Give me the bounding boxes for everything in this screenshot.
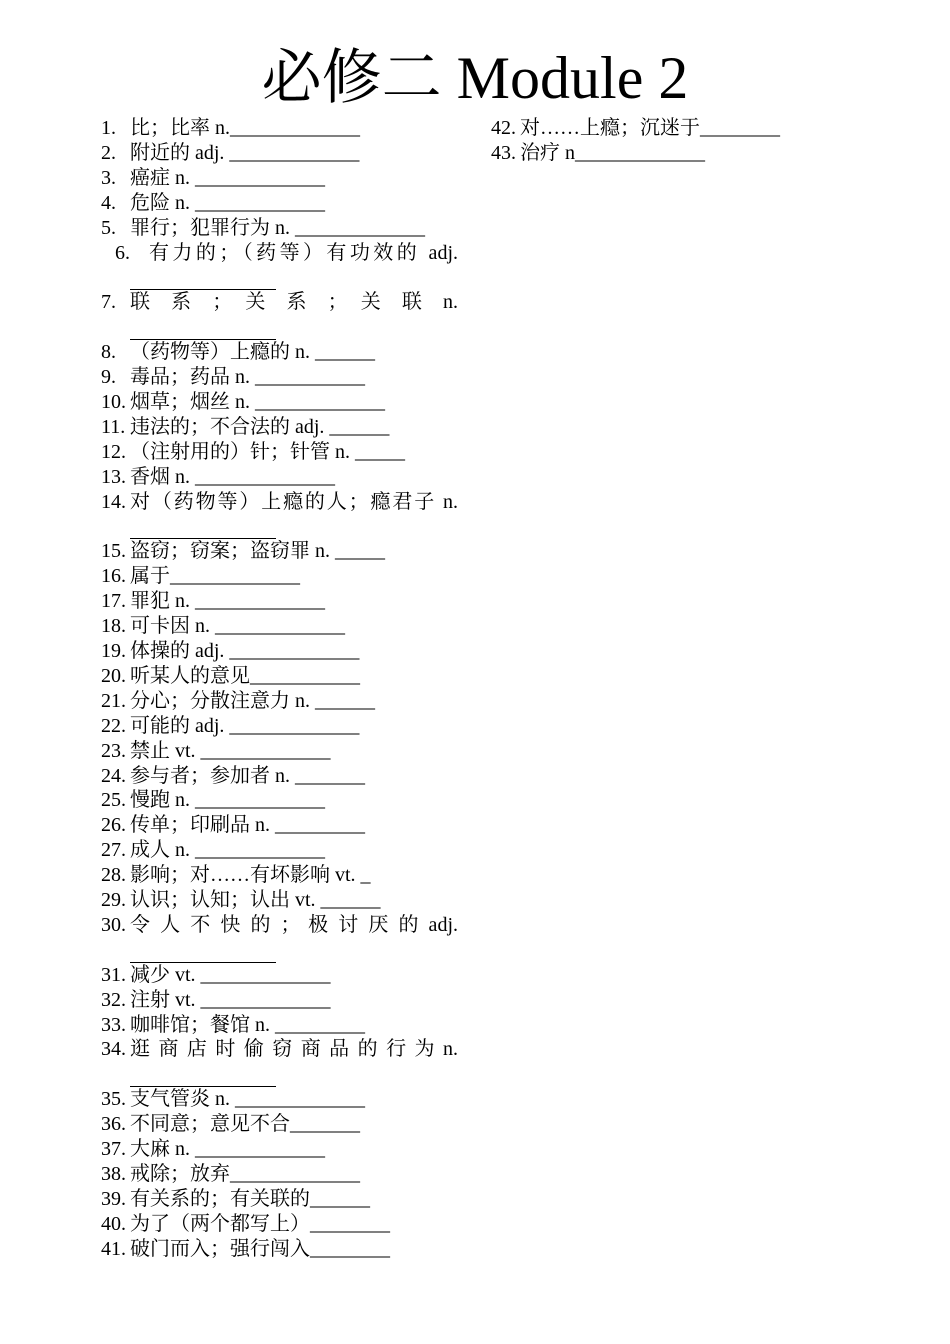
- vocabulary-item: [101, 664, 458, 689]
- item-prompt: 影响；对……有坏影响 vt. _: [130, 864, 371, 887]
- item-prompt: 破门而入；强行闯入________: [130, 1237, 390, 1260]
- item-prompt: 有力的；（药等）有功效的 adj.: [149, 241, 458, 264]
- item-prompt: 参与者；参加者 n. _______: [130, 764, 365, 787]
- item-prompt: 禁止 vt. _____________: [130, 739, 331, 762]
- item-number: 28.: [101, 864, 126, 887]
- vocabulary-item: [101, 141, 458, 166]
- item-number: 42.: [491, 117, 516, 139]
- item-number: 24.: [101, 764, 126, 787]
- item-prompt: （药物等）上瘾的 n. ______: [130, 341, 375, 364]
- item-number: 14.: [101, 490, 126, 513]
- vocabulary-item: [101, 539, 458, 564]
- vocabulary-item: [101, 988, 458, 1013]
- vocabulary-item: [101, 1087, 458, 1112]
- item-number: 39.: [101, 1187, 126, 1210]
- item-number: 11.: [101, 415, 126, 438]
- item-number: 26.: [101, 814, 126, 837]
- item-prompt: 盗窃；窃案；盗窃罪 n. _____: [130, 540, 385, 563]
- vocabulary-item: [101, 1187, 458, 1212]
- vocabulary-item: [101, 888, 458, 913]
- vocabulary-item: [101, 440, 458, 465]
- item-prompt: 慢跑 n. _____________: [130, 789, 325, 812]
- item-number: 20.: [101, 664, 126, 687]
- vocabulary-item: [101, 614, 458, 639]
- vocabulary-item: [101, 714, 458, 739]
- item-prompt: 有关系的；有关联的______: [130, 1187, 370, 1210]
- item-prompt: 成人 n. _____________: [130, 839, 325, 862]
- vocabulary-item: [101, 390, 458, 415]
- item-number: 5.: [101, 216, 116, 239]
- item-prompt: 危险 n. _____________: [130, 191, 325, 214]
- item-prompt: 传单；印刷品 n. _________: [130, 814, 365, 837]
- vocabulary-item: [101, 290, 458, 315]
- vocabulary-item: [101, 813, 458, 838]
- item-number: 30.: [101, 913, 126, 936]
- item-number: 43.: [491, 141, 516, 164]
- item-number: 2.: [101, 141, 116, 164]
- vocabulary-item: [101, 689, 458, 714]
- vocabulary-item: [101, 1037, 458, 1062]
- answer-blank[interactable]: [130, 514, 276, 539]
- item-prompt: 癌症 n. _____________: [130, 166, 325, 189]
- vocabulary-item: [491, 116, 821, 141]
- item-number: 3.: [101, 166, 116, 189]
- item-prompt: 罪犯 n. _____________: [130, 590, 325, 613]
- item-number: 23.: [101, 739, 126, 762]
- item-number: 8.: [101, 341, 116, 364]
- item-prompt: 逛 商 店 时 偷 窃 商 品 的 行 为 n.: [130, 1038, 458, 1061]
- vocabulary-item: [101, 490, 458, 515]
- item-number: 17.: [101, 590, 126, 613]
- item-number: 33.: [101, 1013, 126, 1036]
- item-prompt: 烟草；烟丝 n. _____________: [130, 390, 385, 413]
- item-number: 18.: [101, 615, 126, 638]
- vocabulary-item: [101, 639, 458, 664]
- item-number: 38.: [101, 1162, 126, 1185]
- item-prompt: 减少 vt. _____________: [130, 963, 331, 986]
- answer-blank-row: [101, 265, 458, 290]
- item-prompt: 治疗 n_____________: [520, 141, 705, 164]
- item-number: 34.: [101, 1038, 126, 1061]
- item-prompt: 不同意；意见不合_______: [130, 1113, 360, 1136]
- item-number: 27.: [101, 839, 126, 862]
- item-prompt: 认识；认知；认出 vt. ______: [130, 889, 381, 912]
- vocabulary-item: [101, 465, 458, 490]
- item-number: 35.: [101, 1088, 126, 1111]
- item-number: 19.: [101, 639, 126, 662]
- item-number: 4.: [101, 191, 116, 214]
- item-prompt: 香烟 n. ______________: [130, 465, 335, 488]
- answer-blank[interactable]: [130, 265, 276, 290]
- item-prompt: 戒除；放弃_____________: [130, 1162, 360, 1185]
- vocabulary-item: [101, 863, 458, 888]
- item-prompt: 注射 vt. _____________: [130, 988, 331, 1011]
- answer-blank-row: [101, 1062, 458, 1087]
- page-title: 必修二 Module 2: [261, 45, 689, 111]
- vocabulary-item: [101, 415, 458, 440]
- item-number: 41.: [101, 1237, 126, 1260]
- vocabulary-item: [101, 913, 458, 938]
- item-number: 7.: [101, 291, 116, 314]
- item-prompt: 对（药物等）上瘾的人；瘾君子 n.: [130, 490, 458, 513]
- item-prompt: 对……上瘾；沉迷于________: [520, 117, 780, 139]
- item-prompt: 听某人的意见___________: [130, 664, 360, 687]
- item-prompt: 罪行；犯罪行为 n. _____________: [130, 216, 425, 239]
- item-prompt: 比；比率 n._____________: [130, 117, 360, 139]
- item-number: 40.: [101, 1212, 126, 1235]
- item-number: 25.: [101, 789, 126, 812]
- vocabulary-item: [101, 116, 458, 141]
- item-number: 36.: [101, 1113, 126, 1136]
- item-number: 16.: [101, 565, 126, 588]
- item-prompt: 可卡因 n. _____________: [130, 615, 345, 638]
- item-prompt: （注射用的）针；针管 n. _____: [130, 440, 405, 463]
- vocabulary-item: [101, 1137, 458, 1162]
- item-prompt: 可能的 adj. _____________: [130, 714, 360, 737]
- vocabulary-item: [101, 963, 458, 988]
- vocabulary-item: [101, 788, 458, 813]
- vocabulary-item: [101, 1013, 458, 1038]
- item-prompt: 为了（两个都写上）________: [130, 1212, 390, 1235]
- item-prompt: 体操的 adj. _____________: [130, 639, 360, 662]
- item-prompt: 附近的 adj. _____________: [130, 141, 360, 164]
- vocabulary-item: [101, 191, 458, 216]
- item-number: 29.: [101, 889, 126, 912]
- vocabulary-list-left: [101, 116, 458, 1262]
- vocabulary-item: [101, 340, 458, 365]
- item-number: 10.: [101, 390, 126, 413]
- item-number: 22.: [101, 714, 126, 737]
- answer-blank[interactable]: [130, 315, 276, 340]
- item-number: 15.: [101, 540, 126, 563]
- vocabulary-item: [101, 564, 458, 589]
- answer-blank-row: [101, 315, 458, 340]
- vocabulary-item: [101, 365, 458, 390]
- item-number: 6.: [115, 241, 130, 264]
- item-prompt: 支气管炎 n. _____________: [130, 1088, 365, 1111]
- vocabulary-item: [101, 764, 458, 789]
- item-number: 21.: [101, 689, 126, 712]
- item-number: 13.: [101, 465, 126, 488]
- vocabulary-item: [101, 1162, 458, 1187]
- vocabulary-item: [101, 241, 458, 266]
- vocabulary-item: [101, 739, 458, 764]
- item-prompt: 属于_____________: [130, 565, 300, 588]
- answer-blank-row: [101, 938, 458, 963]
- item-number: 31.: [101, 963, 126, 986]
- item-number: 37.: [101, 1138, 126, 1161]
- vocabulary-item: [101, 1237, 458, 1262]
- item-prompt: 联 系 ； 关 系 ； 关 联 n.: [130, 291, 458, 314]
- vocabulary-item: [101, 1112, 458, 1137]
- vocabulary-item: [101, 166, 458, 191]
- answer-blank-row: [101, 514, 458, 539]
- item-number: 1.: [101, 117, 116, 139]
- item-prompt: 大麻 n. _____________: [130, 1138, 325, 1161]
- item-prompt: 毒品；药品 n. ___________: [130, 366, 365, 389]
- item-prompt: 令 人 不 快 的 ； 极 讨 厌 的 adj.: [130, 913, 458, 936]
- vocabulary-item: [101, 589, 458, 614]
- vocabulary-item: [491, 141, 821, 166]
- answer-blank[interactable]: [130, 1062, 276, 1087]
- item-prompt: 咖啡馆；餐馆 n. _________: [130, 1013, 365, 1036]
- item-number: 9.: [101, 366, 116, 389]
- item-number: 32.: [101, 988, 126, 1011]
- item-number: 12.: [101, 440, 126, 463]
- item-prompt: 分心；分散注意力 n. ______: [130, 689, 375, 712]
- vocabulary-list-right: [491, 116, 821, 166]
- answer-blank[interactable]: [130, 938, 276, 963]
- item-prompt: 违法的；不合法的 adj. ______: [130, 415, 390, 438]
- vocabulary-item: [101, 216, 458, 241]
- vocabulary-item: [101, 838, 458, 863]
- vocabulary-item: [101, 1212, 458, 1237]
